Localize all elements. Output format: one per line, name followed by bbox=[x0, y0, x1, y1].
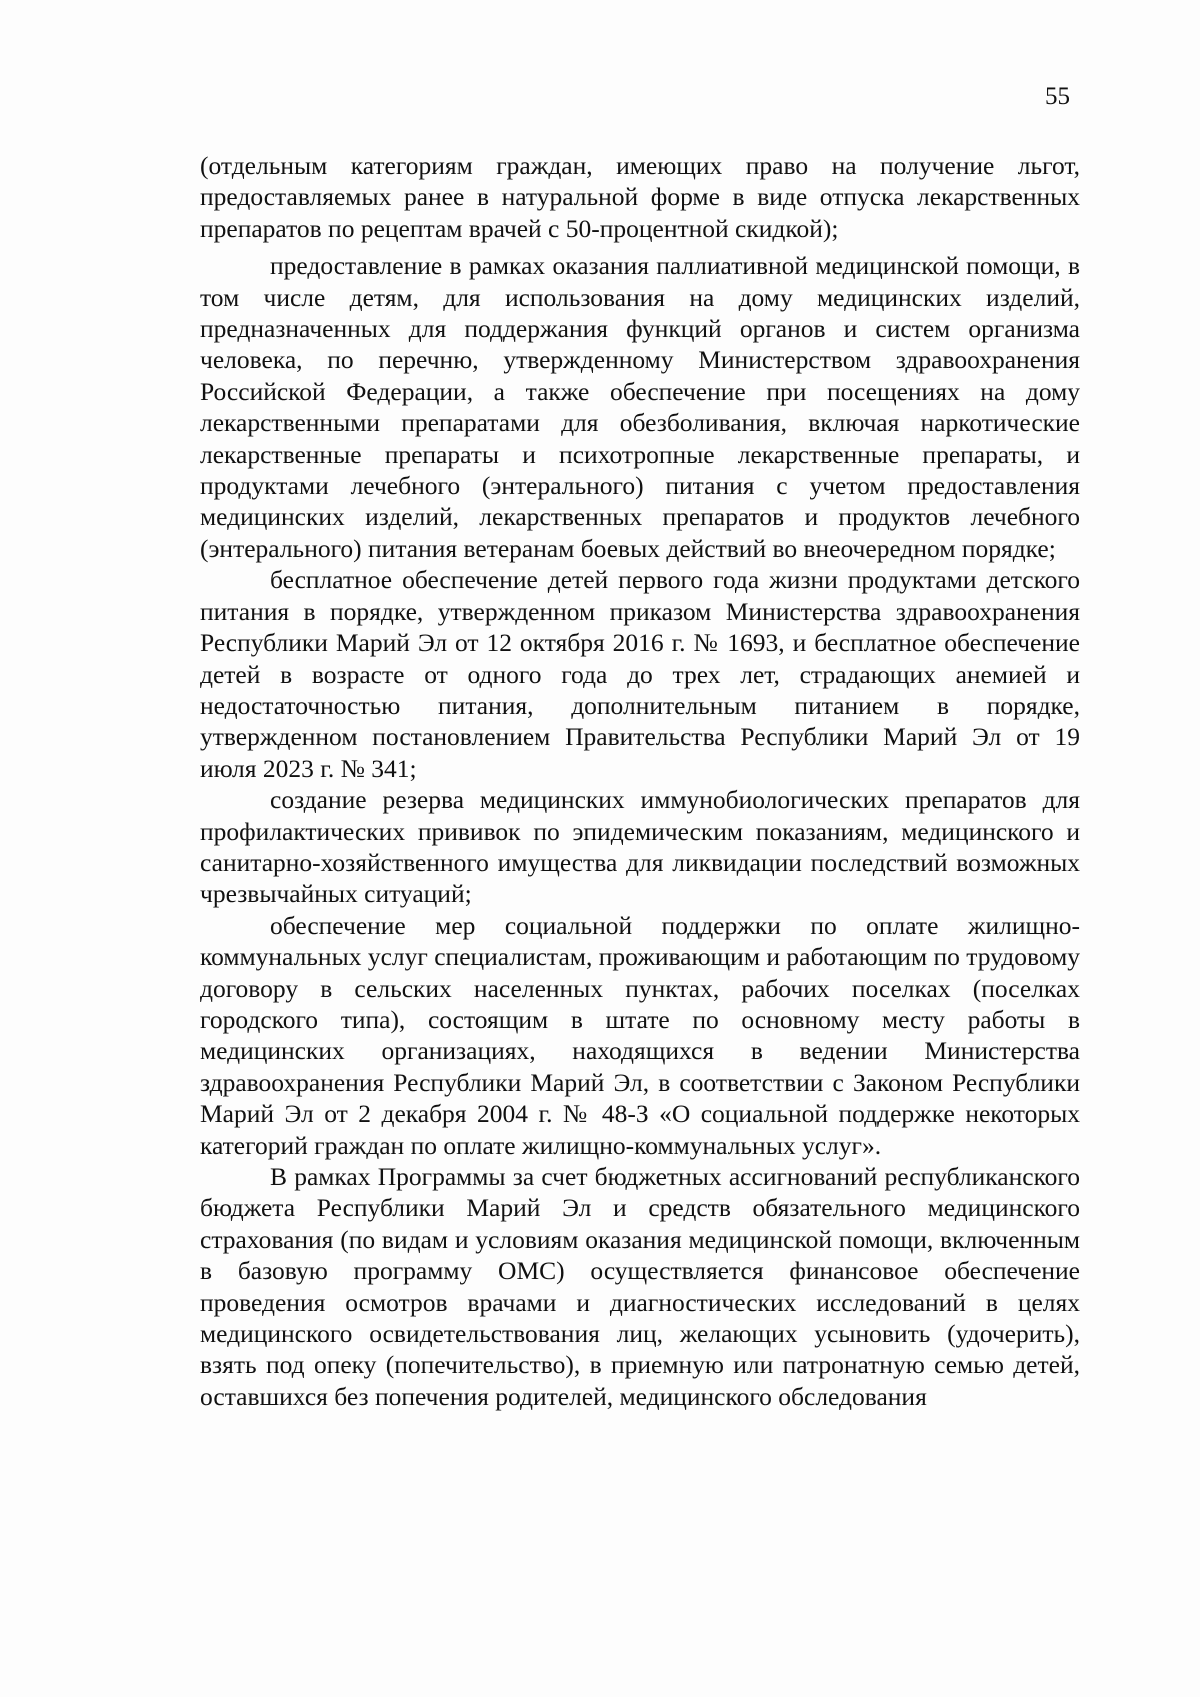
paragraph-immunobiological-reserve: создание резерва медицинских иммунобиологических препаратов для профилактических прививок по эпидемическим показаниям, медицинского и санитарно-хозяйственного имущества для ликвидации последствий возможных чрезвычайных ситуаций; bbox=[200, 785, 1080, 909]
paragraph-palliative-care: предоставление в рамках оказания паллиативной медицинской помощи, в том числе детям, для использования на дому медицинских изделий, предназначенных для поддержания функций органов и систем организма человека, по перечню, утвержденному Министерством здравоохранения Российской Федерации, а также обеспечение при посещениях на дому лекарственными препаратами для обезболивания, включая наркотические лекарственные препараты и психотропные лекарственные препараты, и продуктами лечебного (энтерального) питания с учетом предоставления медицинских изделий, лекарственных препаратов и продуктов лечебного (энтерального) питания ветеранам боевых действий во внеочередном порядке; bbox=[200, 251, 1080, 563]
page-number: 55 bbox=[1045, 83, 1070, 110]
paragraph-continuation: (отдельным категориям граждан, имеющих право на получение льгот, предоставляемых ранее в натуральной форме в виде отпуска лекарственных препаратов по рецептам врачей с 50-процентной скидкой); bbox=[200, 151, 1080, 243]
paragraph-program-financing: В рамках Программы за счет бюджетных ассигнований республиканского бюджета Республики Марий Эл и средств обязательного медицинского страхования (по видам и условиям оказания медицинской помощи, включенным в базовую программу ОМС) осуществляется финансовое обеспечение проведения осмотров врачами и диагностических исследований в целях медицинского освидетельствования лиц, желающих усыновить (удочерить), взять под опеку (попечительство), в приемную или патронатную семью детей, оставшихся без попечения родителей, медицинского обследования bbox=[200, 1162, 1080, 1411]
paragraph-social-support: обеспечение мер социальной поддержки по оплате жилищно-коммунальных услуг специалистам, проживающим и работающим по трудовому договору в сельских населенных пунктах, рабочих поселках (поселках городского типа), состоящим в штате по основному месту работы в медицинских организациях, находящихся в ведении Министерства здравоохранения Республики Марий Эл, в соответствии с Законом Республики Марий Эл от 2 декабря 2004 г. № 48-З «О социальной поддержке некоторых категорий граждан по оплате жилищно-коммунальных услуг». bbox=[200, 910, 1080, 1160]
paragraph-child-nutrition: бесплатное обеспечение детей первого года жизни продуктами детского питания в порядке, утвержденном приказом Министерства здравоохранения Республики Марий Эл от 12 октября 2016 г. № 1693, и бесплатное обеспечение детей в возрасте от одного года до трех лет, страдающих анемией и недостаточностью питания, дополнительным питанием в порядке, утвержденном постановлением Правительства Республики Марий Эл от 19 июля 2023 г. № 341; bbox=[200, 565, 1080, 783]
document-body bbox=[200, 150, 1080, 1412]
